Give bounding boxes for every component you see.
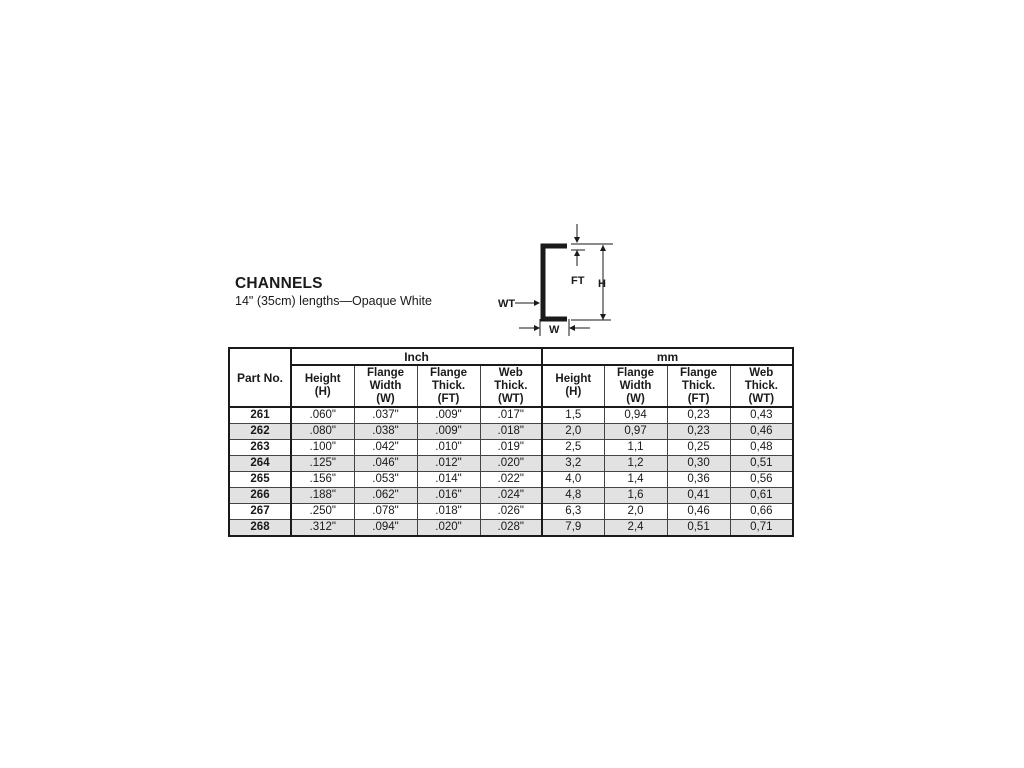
inch-value-cell: .080" bbox=[291, 424, 354, 440]
inch-value-cell: .188" bbox=[291, 488, 354, 504]
mm-value-cell: 7,9 bbox=[542, 520, 604, 537]
inch-value-cell: .019" bbox=[480, 440, 542, 456]
h-label: H bbox=[598, 278, 606, 290]
mm-value-cell: 0,94 bbox=[604, 407, 667, 424]
inch-value-cell: .038" bbox=[354, 424, 417, 440]
inch-value-cell: .046" bbox=[354, 456, 417, 472]
table-row bbox=[229, 520, 793, 537]
page-subtitle: 14" (35cm) lengths—Opaque White bbox=[235, 294, 432, 308]
inch-value-cell: .060" bbox=[291, 407, 354, 424]
mm-column-header: Flange Width (W) bbox=[604, 365, 667, 407]
inch-value-cell: .024" bbox=[480, 488, 542, 504]
mm-value-cell: 2,0 bbox=[542, 424, 604, 440]
mm-value-cell: 1,6 bbox=[604, 488, 667, 504]
mm-value-cell: 0,25 bbox=[667, 440, 730, 456]
inch-value-cell: .012" bbox=[417, 456, 480, 472]
part-no-header: Part No. bbox=[229, 348, 291, 407]
table-row bbox=[229, 440, 793, 456]
inch-group-header: Inch bbox=[291, 348, 542, 365]
inch-value-cell: .094" bbox=[354, 520, 417, 537]
mm-column-header: Height (H) bbox=[542, 365, 604, 407]
inch-value-cell: .037" bbox=[354, 407, 417, 424]
inch-column-header: Web Thick. (WT) bbox=[480, 365, 542, 407]
inch-value-cell: .100" bbox=[291, 440, 354, 456]
mm-value-cell: 0,41 bbox=[667, 488, 730, 504]
inch-column-header: Height (H) bbox=[291, 365, 354, 407]
inch-value-cell: .156" bbox=[291, 472, 354, 488]
mm-value-cell: 2,5 bbox=[542, 440, 604, 456]
table-row bbox=[229, 456, 793, 472]
mm-value-cell: 1,1 bbox=[604, 440, 667, 456]
mm-value-cell: 0,51 bbox=[730, 456, 793, 472]
channel-profile-diagram bbox=[495, 220, 625, 345]
inch-value-cell: .020" bbox=[480, 456, 542, 472]
mm-value-cell: 0,97 bbox=[604, 424, 667, 440]
inch-value-cell: .010" bbox=[417, 440, 480, 456]
inch-value-cell: .020" bbox=[417, 520, 480, 537]
mm-value-cell: 0,46 bbox=[730, 424, 793, 440]
channels-table-container bbox=[228, 347, 792, 537]
wt-label: WT bbox=[498, 298, 516, 310]
page-title: CHANNELS bbox=[235, 275, 323, 292]
part-number-cell: 268 bbox=[229, 520, 291, 537]
mm-value-cell: 0,66 bbox=[730, 504, 793, 520]
table-row bbox=[229, 504, 793, 520]
inch-value-cell: .018" bbox=[417, 504, 480, 520]
inch-value-cell: .009" bbox=[417, 424, 480, 440]
inch-value-cell: .016" bbox=[417, 488, 480, 504]
inch-value-cell: .125" bbox=[291, 456, 354, 472]
mm-value-cell: 0,51 bbox=[667, 520, 730, 537]
table-row bbox=[229, 472, 793, 488]
inch-value-cell: .014" bbox=[417, 472, 480, 488]
inch-column-header: Flange Width (W) bbox=[354, 365, 417, 407]
inch-value-cell: .312" bbox=[291, 520, 354, 537]
mm-value-cell: 1,5 bbox=[542, 407, 604, 424]
mm-value-cell: 0,23 bbox=[667, 424, 730, 440]
mm-value-cell: 0,48 bbox=[730, 440, 793, 456]
mm-value-cell: 4,0 bbox=[542, 472, 604, 488]
mm-value-cell: 0,23 bbox=[667, 407, 730, 424]
ft-label: FT bbox=[571, 275, 585, 287]
mm-value-cell: 2,4 bbox=[604, 520, 667, 537]
inch-value-cell: .026" bbox=[480, 504, 542, 520]
mm-value-cell: 2,0 bbox=[604, 504, 667, 520]
table-row bbox=[229, 407, 793, 424]
inch-value-cell: .078" bbox=[354, 504, 417, 520]
part-number-cell: 261 bbox=[229, 407, 291, 424]
mm-value-cell: 1,4 bbox=[604, 472, 667, 488]
mm-value-cell: 6,3 bbox=[542, 504, 604, 520]
mm-value-cell: 1,2 bbox=[604, 456, 667, 472]
channels-spec-table bbox=[228, 347, 794, 537]
mm-column-header: Flange Thick. (FT) bbox=[667, 365, 730, 407]
mm-value-cell: 3,2 bbox=[542, 456, 604, 472]
inch-value-cell: .042" bbox=[354, 440, 417, 456]
mm-value-cell: 0,46 bbox=[667, 504, 730, 520]
part-number-cell: 263 bbox=[229, 440, 291, 456]
inch-value-cell: .250" bbox=[291, 504, 354, 520]
table-row bbox=[229, 424, 793, 440]
mm-value-cell: 0,71 bbox=[730, 520, 793, 537]
part-number-cell: 264 bbox=[229, 456, 291, 472]
inch-value-cell: .018" bbox=[480, 424, 542, 440]
inch-value-cell: .022" bbox=[480, 472, 542, 488]
mm-value-cell: 0,56 bbox=[730, 472, 793, 488]
mm-value-cell: 4,8 bbox=[542, 488, 604, 504]
part-number-cell: 267 bbox=[229, 504, 291, 520]
mm-group-header: mm bbox=[542, 348, 793, 365]
inch-value-cell: .062" bbox=[354, 488, 417, 504]
inch-column-header: Flange Thick. (FT) bbox=[417, 365, 480, 407]
inch-value-cell: .009" bbox=[417, 407, 480, 424]
mm-value-cell: 0,43 bbox=[730, 407, 793, 424]
mm-value-cell: 0,61 bbox=[730, 488, 793, 504]
channel-profile-shape bbox=[543, 246, 567, 319]
w-label: W bbox=[549, 324, 560, 336]
inch-value-cell: .017" bbox=[480, 407, 542, 424]
part-number-cell: 262 bbox=[229, 424, 291, 440]
part-number-cell: 266 bbox=[229, 488, 291, 504]
mm-column-header: Web Thick. (WT) bbox=[730, 365, 793, 407]
inch-value-cell: .028" bbox=[480, 520, 542, 537]
mm-value-cell: 0,36 bbox=[667, 472, 730, 488]
mm-value-cell: 0,30 bbox=[667, 456, 730, 472]
part-number-cell: 265 bbox=[229, 472, 291, 488]
table-row bbox=[229, 488, 793, 504]
inch-value-cell: .053" bbox=[354, 472, 417, 488]
